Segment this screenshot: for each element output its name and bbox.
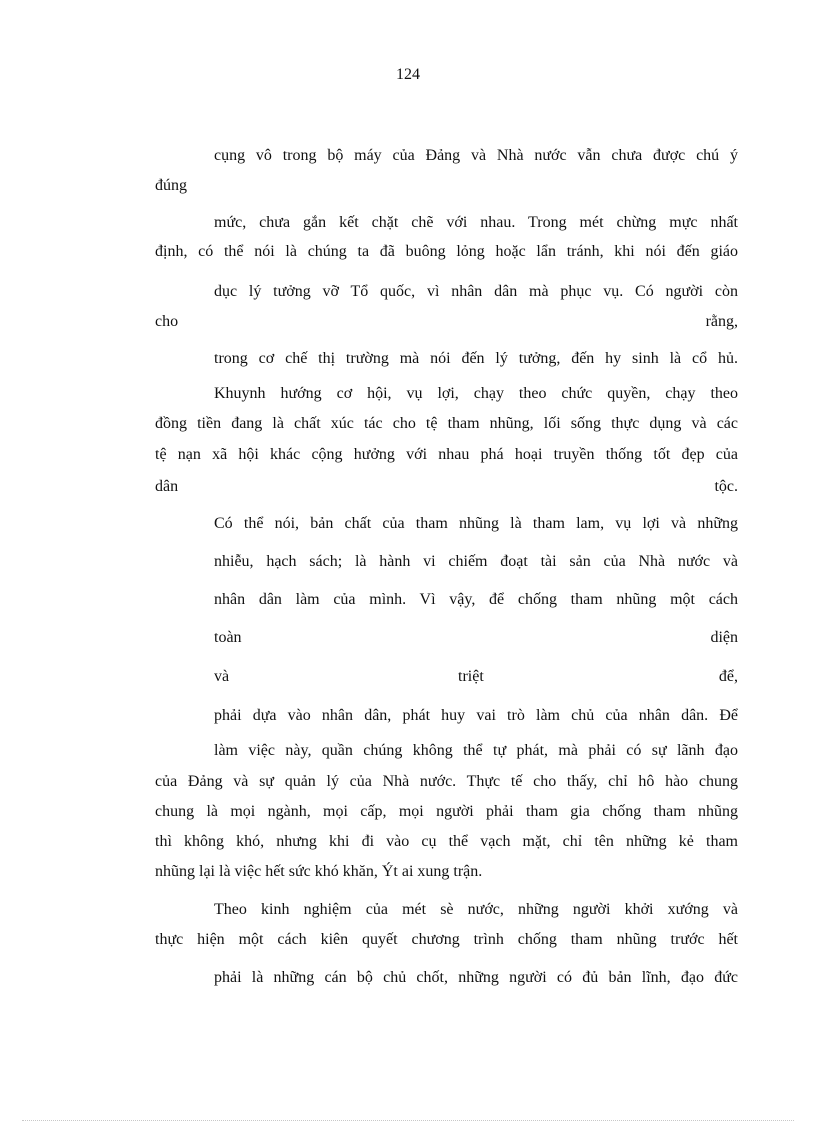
text-line: dục lý tưởng vỡ Tổ quốc, vì nhân dân mà phục vụ. Có người còn [214,283,738,300]
text-line: mức, chưa gắn kết chặt chẽ với nhau. Trong mét chừng mực nhất [214,214,738,231]
text-line: nhũng lại là việc hết sức khó khăn, Ýt ai xung trận. [155,863,483,880]
text-line: đồng tiền đang là chất xúc tác cho tệ tham nhũng, lối sống thực dụng và các [155,415,738,432]
text-line: phải là những cán bộ chủ chốt, những người có đủ bản lĩnh, đạo đức [214,969,738,986]
text-line: dân [155,478,179,495]
page-bottom-border [22,1120,794,1121]
text-line: tệ nạn xã hội khác cộng hưởng với nhau phá hoại truyền thống tốt đẹp của [155,446,738,463]
page-number: 124 [396,66,420,83]
text-line: triệt [458,668,484,685]
text-line: Có thể nói, bản chất của tham nhũng là tham lam, vụ lợi và những [214,515,738,532]
text-line: của Đảng và sự quản lý của Nhà nước. Thực tế cho thấy, chỉ hô hào chung [155,773,738,790]
text-line: diện [710,629,738,646]
text-line: nhân dân làm của mình. Vì vậy, để chống tham nhũng một cách [214,591,738,608]
text-line: và [214,668,230,685]
text-line: làm việc này, quần chúng không thể tự phát, mà phải có sự lãnh đạo [214,742,738,759]
text-line: nhiễu, hạch sách; là hành vi chiếm đoạt tài sản của Nhà nước và [214,553,738,570]
text-line: toàn [214,629,242,646]
text-line: phải dựa vào nhân dân, phát huy vai trò làm chủ của nhân dân. Để [214,707,738,724]
text-line: thực hiện một cách kiên quyết chương trình chống tham nhũng trước hết [155,931,738,948]
text-line: đúng [155,177,187,194]
text-line: cụng vô trong bộ máy của Đảng và Nhà nước vẫn chưa được chú ý [214,147,738,164]
text-line: Theo kinh nghiệm của mét sè nước, những người khởi xướng và [214,901,738,918]
text-line: chung là mọi ngành, mọi cấp, mọi người phải tham gia chống tham nhũng [155,803,738,820]
text-line: để, [718,668,738,685]
text-line: cho [155,313,179,330]
text-line: Khuynh hướng cơ hội, vụ lợi, chạy theo chức quyền, chạy theo [214,385,738,402]
text-line: định, có thể nói là chúng ta đã buông lỏng hoặc lẩn tránh, khi nói đến giáo [155,243,738,260]
text-line: trong cơ chế thị trường mà nói đến lý tưởng, đến hy sinh là cổ hủ. [214,350,738,367]
text-line: thì không khó, nhưng khi đi vào cụ thể vạch mặt, chỉ tên những kẻ tham [155,833,738,850]
text-line: tộc. [714,478,738,495]
text-line: rằng, [705,313,738,330]
